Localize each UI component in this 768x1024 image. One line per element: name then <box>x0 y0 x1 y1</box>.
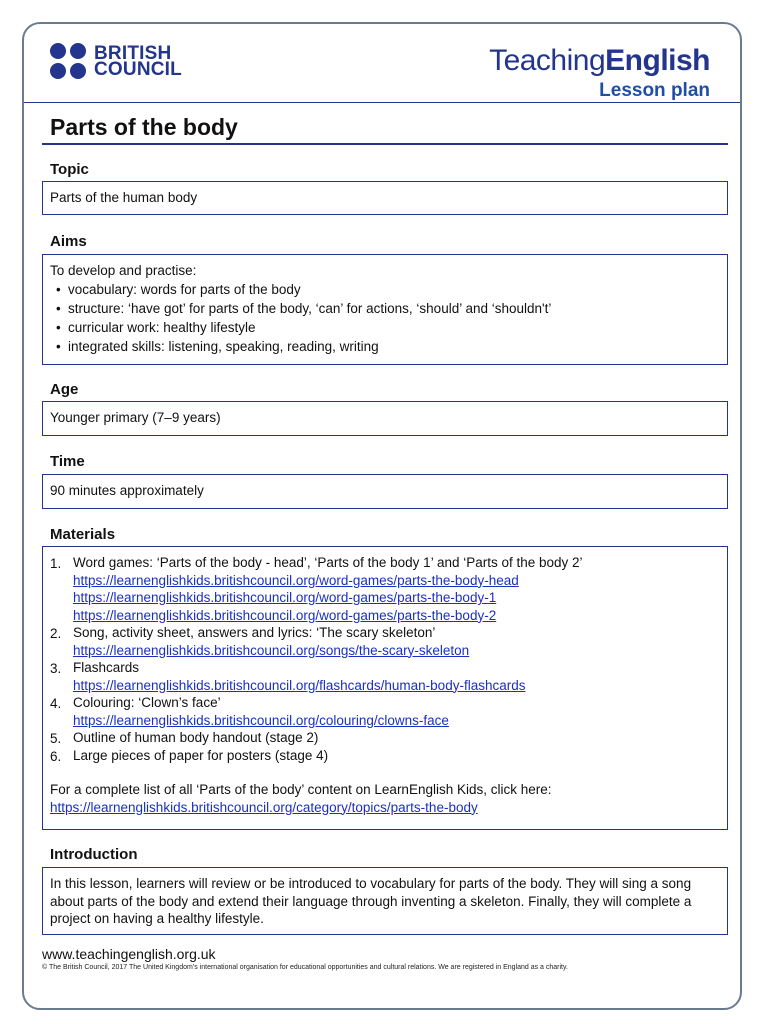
materials-item: 4. Colouring: ‘Clown’s face’ https://learnenglishkids.britishcouncil.org/colouring/clowns-face <box>50 694 720 729</box>
complete-list-text: For a complete list of all ‘Parts of the body’ content on LearnEnglish Kids, click here: <box>50 782 552 797</box>
topic-box <box>42 181 728 215</box>
footer-url[interactable]: www.teachingenglish.org.uk <box>42 946 216 962</box>
teaching-english-wordmark: TeachingEnglish <box>489 44 710 77</box>
materials-item: 3. Flashcards https://learnenglishkids.britishcouncil.org/flashcards/human-body-flashcards <box>50 659 720 694</box>
age-heading: Age <box>50 381 79 398</box>
materials-item: 1. Word games: ‘Parts of the body - head’, ‘Parts of the body 1’ and ‘Parts of the body 2’ https://learnenglishkids.britishcouncil.org/word-games/parts-the-body-head https://learnenglishkids.britishcouncil.org/word-games/parts-the-body-1 https://learnenglishkids.britishcouncil.org/word-games/parts-the-body-2 <box>50 554 720 624</box>
materials-heading: Materials <box>50 526 116 543</box>
topic-text: Parts of the human body <box>50 190 198 205</box>
teaching-english-brand <box>489 44 710 102</box>
time-heading: Time <box>50 453 85 470</box>
materials-item: 5. Outline of human body handout (stage 2) <box>50 730 319 746</box>
materials-item: 6. Large pieces of paper for posters (stage 4) <box>50 747 329 764</box>
aims-box <box>42 254 728 365</box>
aims-list <box>50 280 720 356</box>
aims-item: • vocabulary: words for parts of the body <box>56 280 720 299</box>
logo-dots-icon <box>50 43 88 81</box>
age-box <box>42 401 728 436</box>
aims-heading: Aims <box>50 233 87 250</box>
flashcards-link[interactable]: https://learnenglishkids.britishcouncil.org/flashcards/human-body-flashcards <box>73 677 526 693</box>
introduction-heading: Introduction <box>50 846 138 863</box>
aims-item: • structure: ‘have got’ for parts of the body, ‘can’ for actions, ‘should’ and ‘shouldn't’ <box>56 299 720 318</box>
introduction-box <box>42 867 728 935</box>
age-text: Younger primary (7–9 years) <box>50 410 221 425</box>
page-title: Parts of the body <box>50 114 238 140</box>
footer-copyright: © The British Council, 2017 The United Kingdom’s international organisation for educational opportunities and cultural relations. We are registered in England as a charity. <box>42 964 568 971</box>
header-divider <box>24 102 740 103</box>
time-box <box>42 474 728 509</box>
clowns-face-link[interactable]: https://learnenglishkids.britishcouncil.org/colouring/clowns-face <box>73 712 449 728</box>
word-games-head-link[interactable]: https://learnenglishkids.britishcouncil.org/word-games/parts-the-body-head <box>73 572 519 588</box>
aims-intro: To develop and practise: <box>50 263 197 278</box>
introduction-text: In this lesson, learners will review or be introduced to vocabulary for parts of the body. They will sing a song about parts of the body and extend their language through inventing a skeleton. Finally, they will complete a project on having a healthy lifestyle. <box>50 876 692 926</box>
materials-box <box>42 546 728 830</box>
word-games-1-link[interactable]: https://learnenglishkids.britishcouncil.org/word-games/parts-the-body-1 <box>73 590 497 605</box>
word-games-2-link[interactable]: https://learnenglishkids.britishcouncil.org/word-games/parts-the-body-2 <box>73 607 497 623</box>
aims-item: • integrated skills: listening, speaking, reading, writing <box>56 337 720 356</box>
parts-of-body-category-link[interactable]: https://learnenglishkids.britishcouncil.org/category/topics/parts-the-body <box>50 799 478 815</box>
logo-line1: BRITISH <box>94 43 172 64</box>
topic-heading: Topic <box>50 161 89 178</box>
title-underline <box>42 143 728 145</box>
materials-item: 2. Song, activity sheet, answers and lyrics: ‘The scary skeleton’ https://learnenglishkids.britishcouncil.org/songs/the-scary-skeleton <box>50 624 720 659</box>
scary-skeleton-link[interactable]: https://learnenglishkids.britishcouncil.org/songs/the-scary-skeleton <box>73 642 470 658</box>
materials-list <box>50 554 720 764</box>
british-council-logo <box>50 43 182 81</box>
logo-line2: COUNCIL <box>94 59 182 80</box>
logo-text <box>94 43 182 80</box>
time-text: 90 minutes approximately <box>50 483 204 498</box>
aims-item: • curricular work: healthy lifestyle <box>56 318 720 337</box>
lesson-plan-label: Lesson plan <box>599 80 710 101</box>
